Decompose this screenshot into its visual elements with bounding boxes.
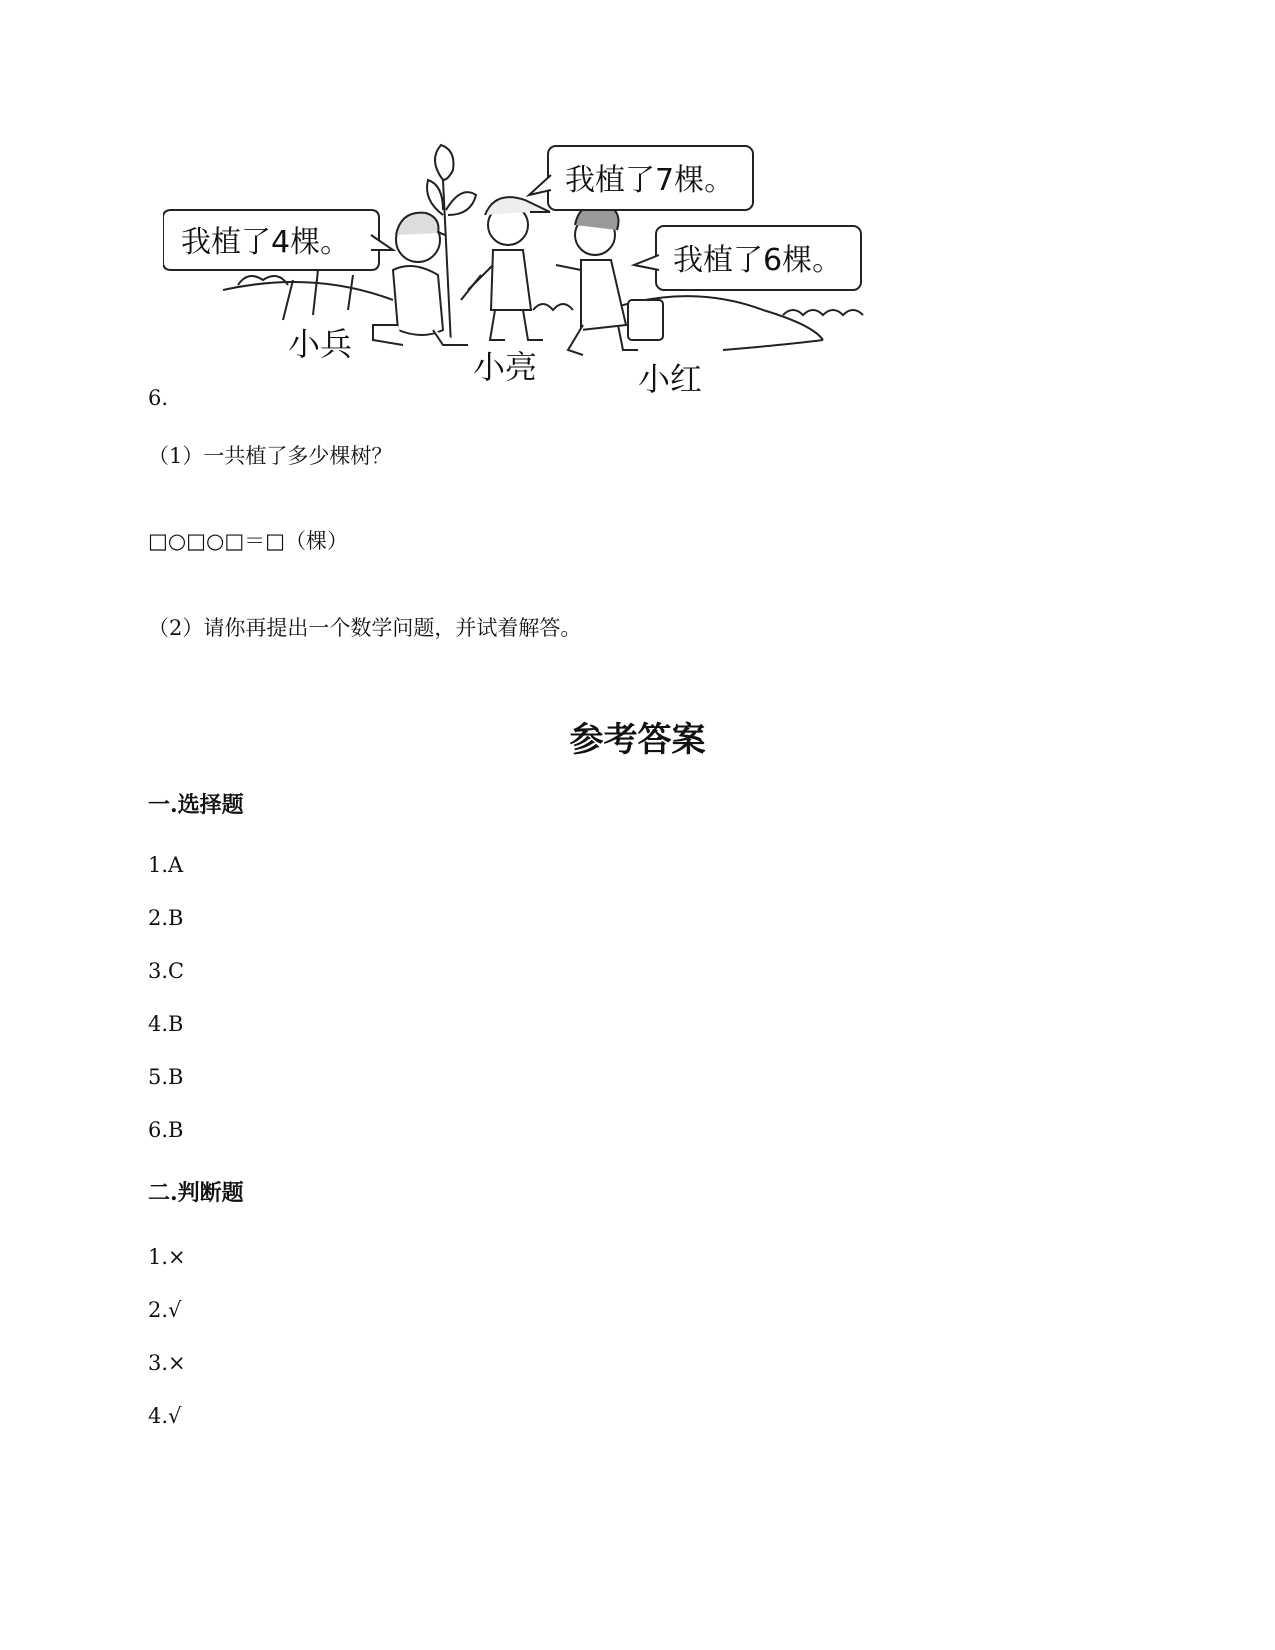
name-label-xiaohong: 小红 [638,360,703,398]
answer-item: 4.√ [148,1404,182,1428]
equation-template: □○□○□＝□（棵） [148,529,349,553]
tree-planting-illustration [163,140,908,412]
background-trees [238,270,353,320]
child-xiaobing [373,213,481,345]
bubble-3-text: 我植了6棵。 [673,243,843,278]
speech-bubble-1 [163,210,393,270]
child-xiaohong [556,204,663,355]
bubble-1-text: 我植了4棵。 [181,225,351,260]
answers-title: 参考答案 [569,720,706,760]
name-label-xiaoliang: 小亮 [473,348,538,386]
answer-item: 6.B [148,1118,184,1142]
answer-item: 1.× [148,1245,186,1269]
section-heading-choice: 一.选择题 [148,792,244,818]
question-part-2: （2）请你再提出一个数学问题，并试着解答。 [148,616,582,640]
answer-item: 4.B [148,1012,184,1036]
speech-bubble-2 [529,146,753,210]
child-xiaoliang [468,197,550,340]
answer-item: 3.C [148,959,185,983]
bubble-2-text: 我植了7棵。 [565,163,735,198]
answer-item: 2.√ [148,1298,182,1322]
section-heading-judgement: 二.判断题 [148,1180,244,1206]
question-number: 6. [148,386,169,410]
answer-item: 3.× [148,1351,186,1375]
answer-item: 5.B [148,1065,184,1089]
answer-item: 1.A [148,853,184,877]
answer-item: 2.B [148,906,184,930]
speech-bubble-3 [634,226,861,290]
illustration-drawing [163,140,908,412]
question-part-1: （1）一共植了多少棵树？ [148,444,393,468]
name-label-xiaobing: 小兵 [288,325,353,363]
